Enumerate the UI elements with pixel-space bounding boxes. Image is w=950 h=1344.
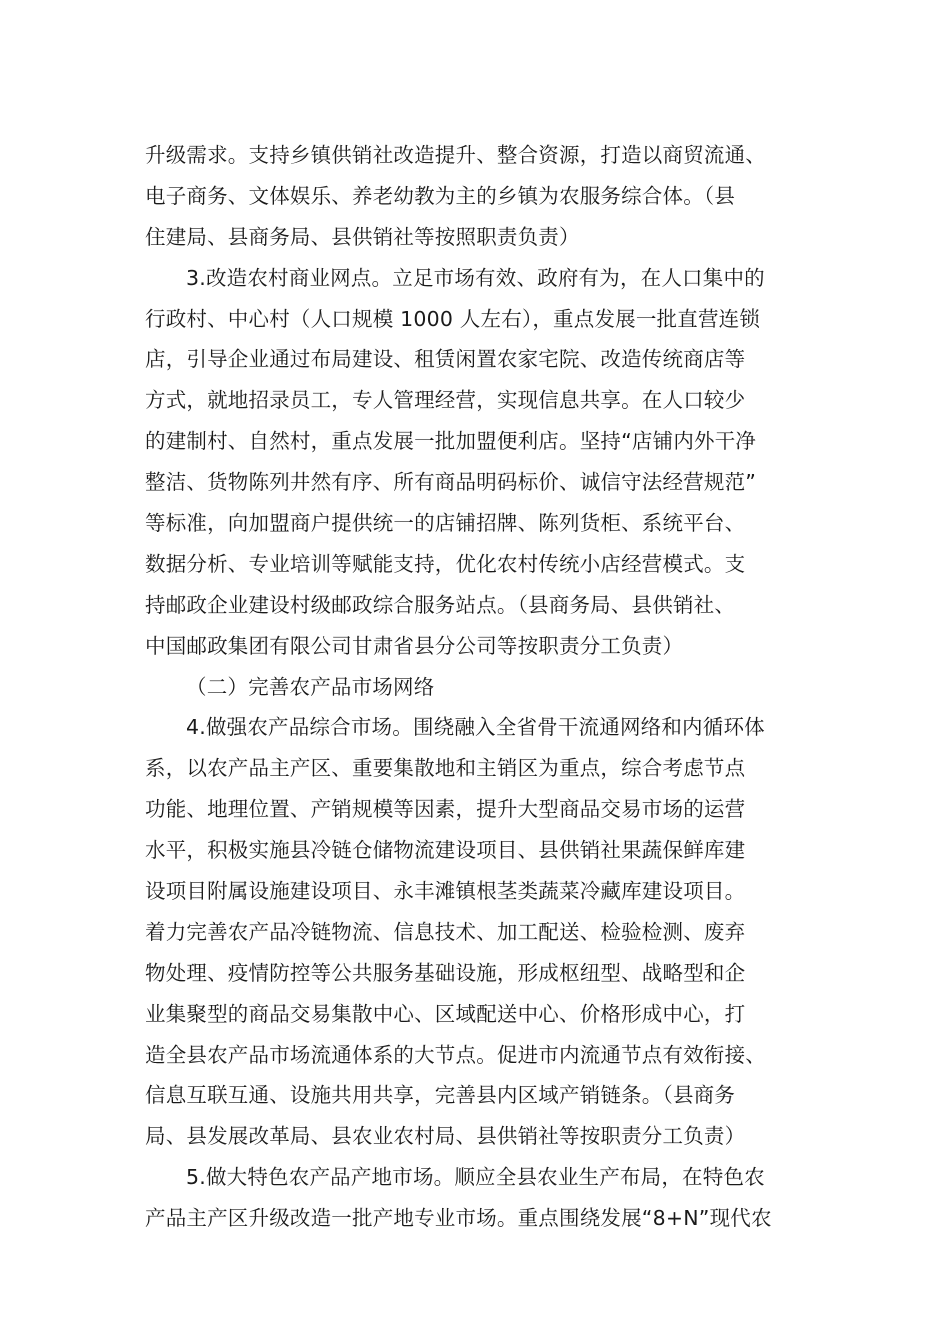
text-line: 中国邮政集团有限公司甘肃省县分公司等按职责分工负责） bbox=[145, 633, 684, 658]
text-line: 电子商务、文体娱乐、养老幼教为主的乡镇为农服务综合体。（县 bbox=[145, 183, 736, 208]
text-line: 物处理、疫情防控等公共服务基础设施，形成枢纽型、战略型和企 bbox=[145, 960, 746, 985]
text-line: 造全县农产品市场流通体系的大节点。促进市内流通节点有效衔接、 bbox=[145, 1042, 766, 1067]
item-4-heading-line: 4.做强农产品综合市场。围绕融入全省骨干流通网络和内循环体 bbox=[186, 715, 765, 740]
item-3-heading-line: 3.改造农村商业网点。立足市场有效、政府有为，在人口集中的 bbox=[186, 265, 765, 290]
text-line: 产品主产区升级改造一批产地专业市场。重点围绕发展“8+N”现代农 bbox=[145, 1206, 772, 1231]
text-line: 功能、地理位置、产销规模等因素，提升大型商品交易市场的运营 bbox=[145, 797, 746, 822]
text-line: 水平，积极实施县冷链仓储物流建设项目、县供销社果蔬保鲜库建 bbox=[145, 838, 746, 863]
text-line: 行政村、中心村（人口规模 1000 人左右），重点发展一批直营连锁 bbox=[145, 306, 761, 331]
text-line: 住建局、县商务局、县供销社等按照职责负责） bbox=[145, 224, 580, 249]
text-line: 局、县发展改革局、县农业农村局、县供销社等按职责分工负责） bbox=[145, 1124, 746, 1149]
text-line: 系，以农产品主产区、重要集散地和主销区为重点，综合考虑节点 bbox=[145, 756, 746, 781]
text-line: 设项目附属设施建设项目、永丰滩镇根茎类蔬菜冷藏库建设项目。 bbox=[145, 879, 746, 904]
text-line: 等标准，向加盟商户提供统一的店铺招牌、陈列货柜、系统平台、 bbox=[145, 511, 746, 536]
body-text bbox=[145, 135, 825, 1239]
text-line: 着力完善农产品冷链物流、信息技术、加工配送、检验检测、废弃 bbox=[145, 919, 746, 944]
text-line: 业集聚型的商品交易集散中心、区域配送中心、价格形成中心，打 bbox=[145, 1001, 746, 1026]
text-line: 信息互联互通、设施共用共享，完善县内区域产销链条。（县商务 bbox=[145, 1083, 736, 1108]
text-line: 方式，就地招录员工，专人管理经营，实现信息共享。在人口较少 bbox=[145, 388, 746, 413]
item-5-heading-line: 5.做大特色农产品产地市场。顺应全县农业生产布局，在特色农 bbox=[186, 1165, 765, 1190]
text-line: 持邮政企业建设村级邮政综合服务站点。（县商务局、县供销社、 bbox=[145, 592, 736, 617]
text-line: 升级需求。支持乡镇供销社改造提升、整合资源，打造以商贸流通、 bbox=[145, 143, 766, 167]
text-line: 的建制村、自然村，重点发展一批加盟便利店。坚持“店铺内外干净 bbox=[145, 429, 757, 454]
text-line: 整洁、货物陈列井然有序、所有商品明码标价、诚信守法经营规范” bbox=[145, 470, 757, 495]
text-line: 店，引导企业通过布局建设、租赁闲置农家宅院、改造传统商店等 bbox=[145, 347, 746, 372]
section-heading: （二）完善农产品市场网络 bbox=[186, 674, 435, 699]
text-line: 数据分析、专业培训等赋能支持，优化农村传统小店经营模式。支 bbox=[145, 551, 746, 576]
